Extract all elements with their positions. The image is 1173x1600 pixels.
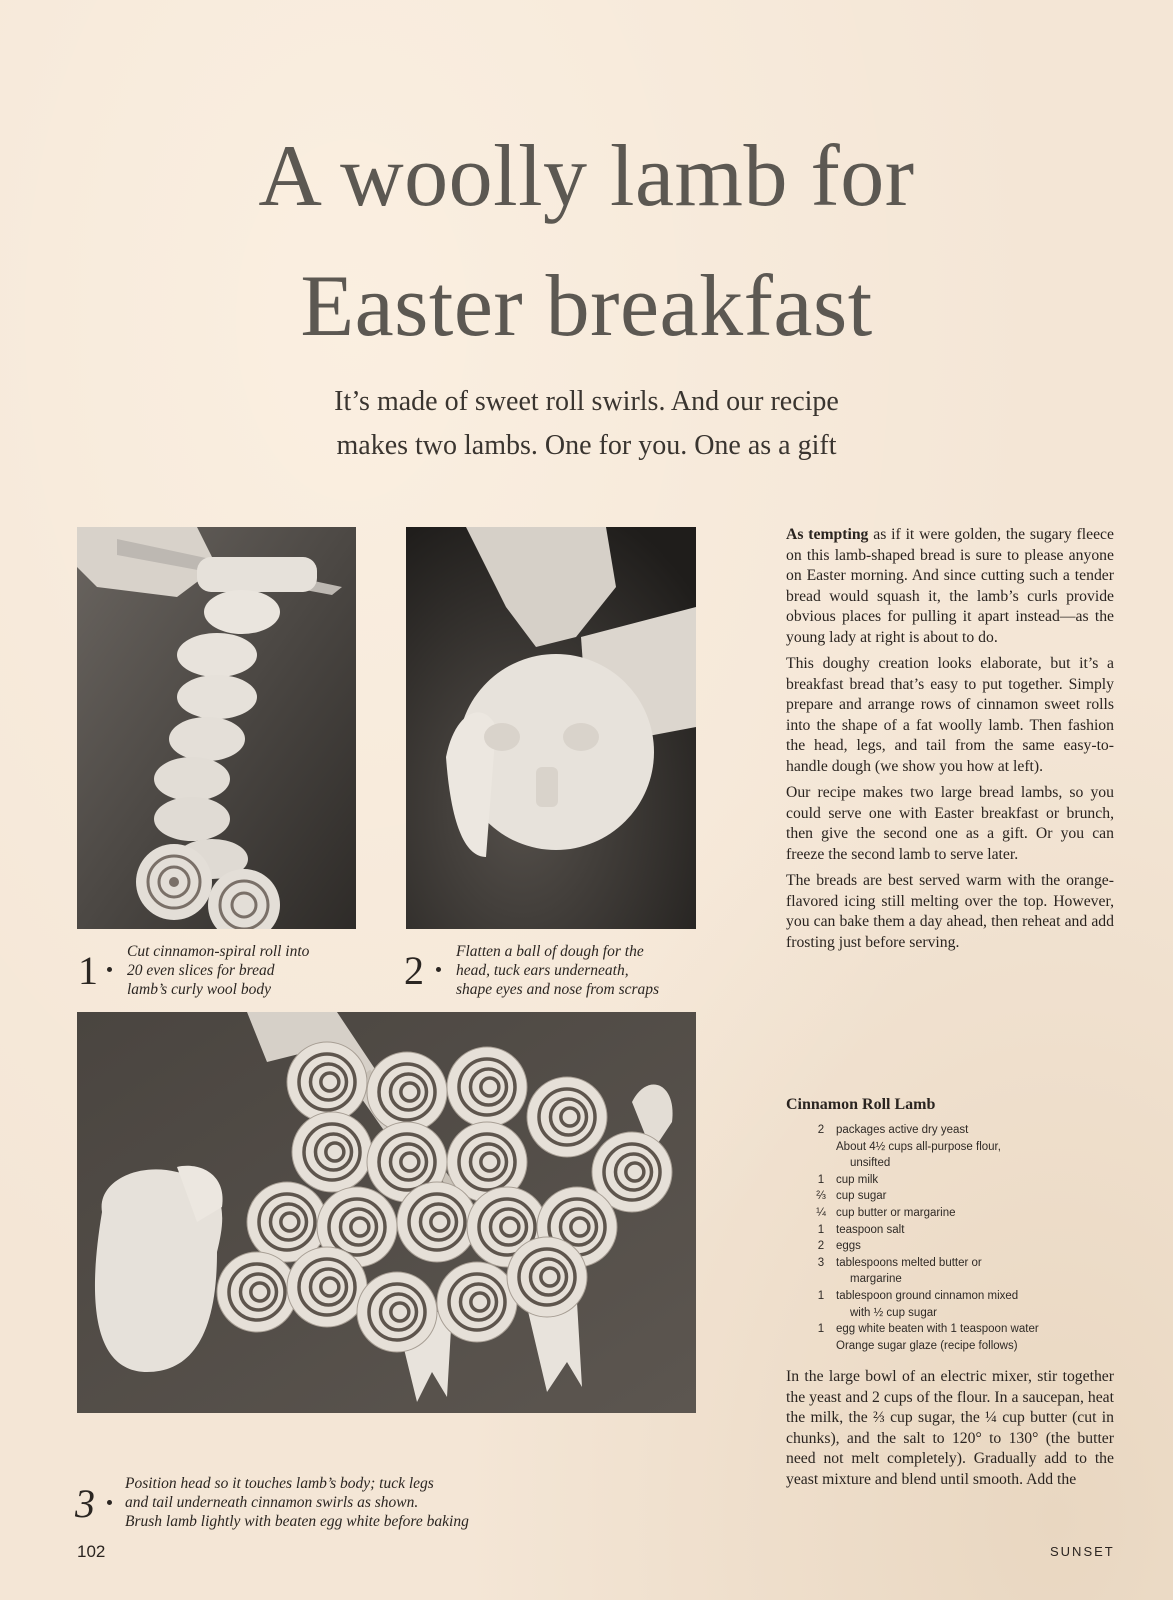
ingredient-quantity: ¼ <box>816 1206 826 1219</box>
ingredient-item <box>812 1238 1112 1255</box>
ingredient-text: About 4½ cups all-purpose flour, <box>836 1140 1001 1153</box>
headline <box>140 112 1033 372</box>
ingredient-quantity: 1 <box>817 1289 825 1302</box>
ingredient-quantity: 2 <box>817 1124 825 1136</box>
magazine-name: SUNSET <box>1050 1544 1115 1559</box>
ingredient-text: Orange sugar glaze (recipe follows) <box>836 1339 1018 1352</box>
headline-line-2: Easter breakfast <box>300 258 873 355</box>
ingredient-item <box>812 1172 1112 1189</box>
ingredient-text: with ½ cup sugar <box>850 1306 937 1319</box>
ingredient-text: egg white beaten with 1 teaspoon water <box>836 1323 1039 1336</box>
method-text <box>786 1367 1114 1496</box>
ingredient-text: packages active dry yeast <box>836 1124 969 1136</box>
ingredient-text: unsifted <box>850 1157 891 1170</box>
body-paragraph-4: The breads are best served warm with the orange-flavored icing still melting over the top. However, you can bake them a day ahead, then reheat and add frosting just before serving. <box>786 872 1114 951</box>
ingredient-text: margarine <box>850 1273 902 1286</box>
ingredient-text: cup milk <box>836 1173 879 1186</box>
ingredient-item <box>812 1222 1112 1239</box>
ingredient-text: tablespoons melted butter or <box>836 1256 982 1269</box>
recipe-title: Cinnamon Roll Lamb <box>786 1096 936 1113</box>
ingredient-quantity: 1 <box>817 1173 825 1186</box>
page-number: 102 <box>77 1542 106 1561</box>
body-paragraph-1: As tempting as if it were golden, the sugary fleece on this lamb-shaped bread is sure to please anyone on Easter morning. And since cutting such a tender bread would squash it, the lamb’s curls provide obvious places for pulling it apart instead—as the young lady at right is about to do. <box>786 526 1114 646</box>
deck-line-2: makes two lambs. One for you. One as a gift <box>336 430 837 461</box>
ingredient-quantity: 1 <box>817 1323 825 1336</box>
step-3-bullet <box>107 1500 112 1505</box>
step-1-number: 1 <box>78 948 98 993</box>
deck-line-1: It’s made of sweet roll swirls. And our recipe <box>334 386 839 417</box>
ingredient-quantity: 1 <box>817 1223 825 1236</box>
ingredient-item <box>812 1188 1112 1205</box>
step-1-bullet <box>107 967 112 972</box>
step-2-number: 2 <box>404 948 424 993</box>
photo-shaping-head <box>406 527 696 929</box>
ingredient-item <box>812 1205 1112 1222</box>
body-paragraph-5: In the large bowl of an electric mixer, stir together the yeast and 2 cups of the flour. In a saucepan, heat the milk, the ⅔ cup sugar, the ¼ cup butter (cut in chunks), and the salt to 120° to 130° (the butter need not melt completely). Gradually add to the yeast mixture and blend until smooth. Add the <box>786 1368 1114 1488</box>
article-body <box>786 525 1114 959</box>
photo-assembled-lamb <box>77 1012 696 1413</box>
ingredient-item <box>812 1338 1112 1355</box>
ingredient-item <box>812 1139 1112 1172</box>
step-2-caption: Flatten a ball of dough for the head, tuck ears underneath, shape eyes and nose from scraps <box>456 943 660 998</box>
ingredient-item <box>812 1321 1112 1338</box>
ingredient-text: eggs <box>836 1240 861 1253</box>
ingredient-text: cup sugar <box>836 1190 887 1203</box>
body-paragraph-3: Our recipe makes two large bread lambs, so you could serve one with Easter breakfast or brunch, then give the second one as a gift. Or you can freeze the second lamb to serve later. <box>786 784 1114 863</box>
ingredient-quantity: 2 <box>817 1240 825 1253</box>
step-3-caption: Position head so it touches lamb’s body; tuck legs and tail underneath cinnamon swirls as shown. Brush lamb lightly with beaten egg white before baking <box>125 1475 469 1530</box>
ingredient-list <box>812 1122 1112 1354</box>
ingredient-text: cup butter or margarine <box>836 1206 956 1219</box>
body-paragraph-2: This doughy creation looks elaborate, but it’s a breakfast bread that’s easy to put together. Simply prepare and arrange rows of cinnamon sweet rolls into the shape of a fat woolly lamb. Then fashion the head, legs, and tail from the same easy-to-handle dough (we show you how at left). <box>786 655 1114 775</box>
ingredient-item <box>812 1122 1112 1139</box>
step-3-number: 3 <box>75 1481 95 1526</box>
step-1-caption: Cut cinnamon-spiral roll into 20 even slices for bread lamb’s curly wool body <box>127 943 310 998</box>
headline-line-1: A woolly lamb for <box>258 128 915 225</box>
ingredient-quantity: 3 <box>817 1256 825 1269</box>
ingredient-item <box>812 1288 1112 1321</box>
ingredient-text: teaspoon salt <box>836 1223 905 1236</box>
ingredient-item <box>812 1255 1112 1288</box>
ingredient-text: tablespoon ground cinnamon mixed <box>836 1289 1019 1302</box>
ingredient-quantity: ⅔ <box>816 1190 826 1203</box>
step-2-bullet <box>436 967 441 972</box>
lead-in: As tempting <box>786 526 869 543</box>
deck-subtitle <box>200 380 973 468</box>
photo-slicing-roll <box>77 527 356 929</box>
